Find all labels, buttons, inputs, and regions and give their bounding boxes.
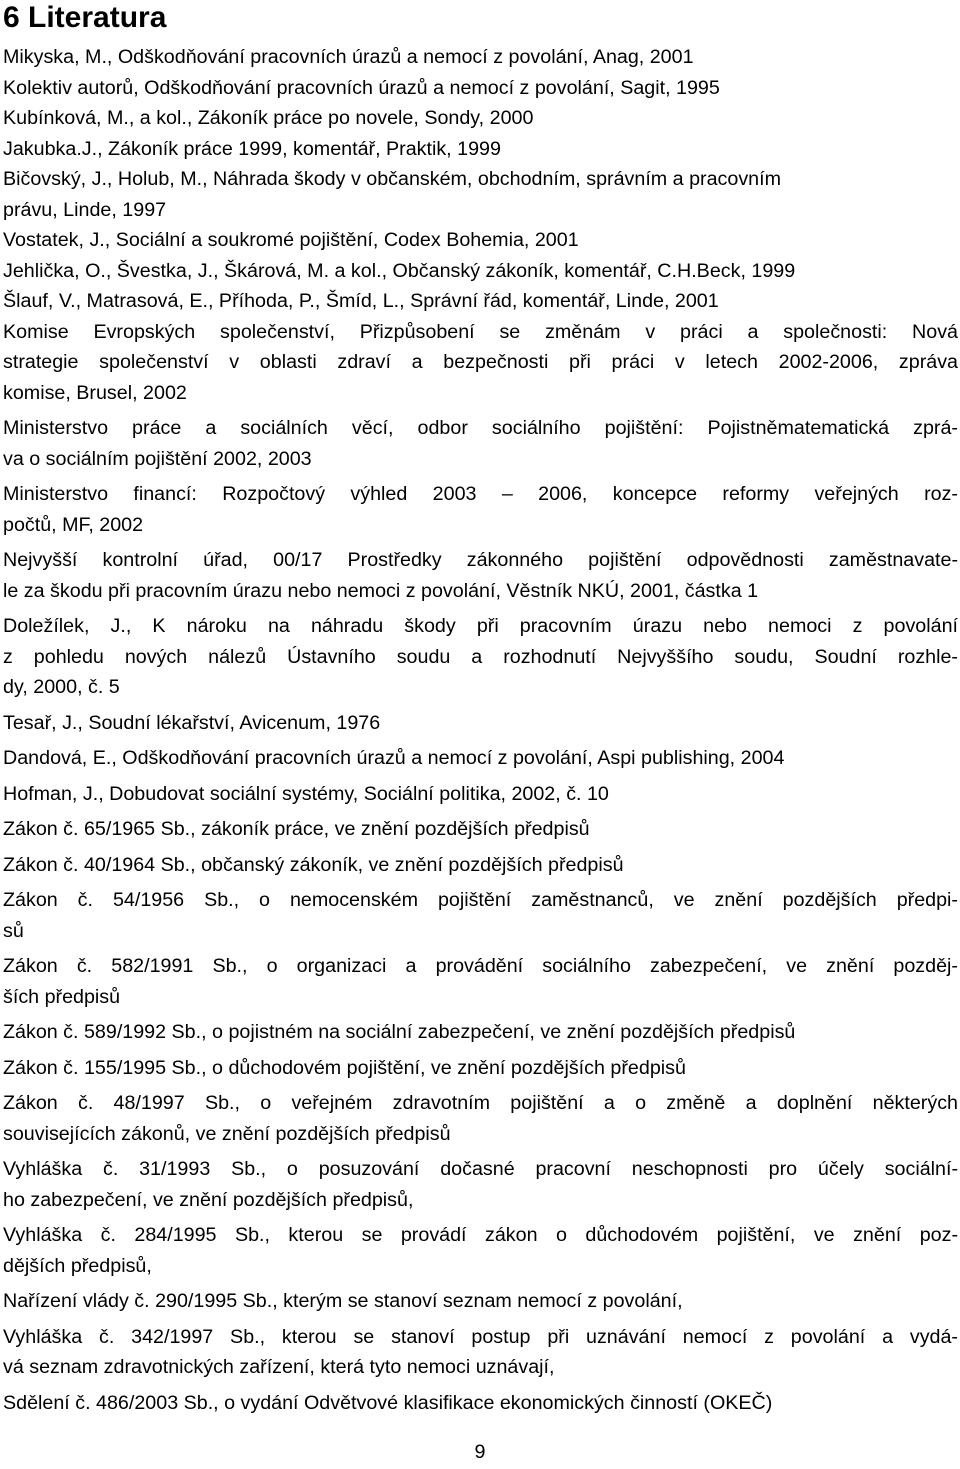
reference-line: Bičovský, J., Holub, M., Náhrada škody v občanském, obchodním, správním a pracovním <box>3 168 781 190</box>
reference-item <box>3 708 958 739</box>
reference-item <box>3 73 958 104</box>
reference-item <box>3 413 958 474</box>
reference-item <box>3 134 958 165</box>
reference-item <box>3 1322 958 1383</box>
reference-line: počtů, MF, 2002 <box>3 513 144 536</box>
reference-item <box>3 850 958 881</box>
reference-item <box>3 479 958 540</box>
reference-line: va o sociálním pojištění 2002, 2003 <box>3 447 312 470</box>
page-number: 9 <box>474 1441 486 1463</box>
reference-item <box>3 225 958 256</box>
section-heading: 6 Literatura <box>3 1 167 34</box>
reference-line: Ministerstvo práce a sociálních věcí, odbor sociálního pojištění: Pojistněmatematická zprá- <box>3 417 958 439</box>
reference-line: komise, Brusel, 2002 <box>3 381 187 404</box>
reference-line: Vyhláška č. 342/1997 Sb., kterou se stanoví postup při uznávání nemocí z povolání a vydá- <box>3 1325 958 1348</box>
reference-item <box>3 317 958 409</box>
reference-line: Kolektiv autorů, Odškodňování pracovních úrazů a nemocí z povolání, Sagit, 1995 <box>3 76 720 99</box>
reference-item <box>3 743 958 774</box>
reference-line: strategie společenství v oblasti zdraví a bezpečnosti při práci v letech 2002-2006, zpráva <box>3 351 958 373</box>
reference-line: Zákon č. 65/1965 Sb., zákoník práce, ve znění pozdějších předpisů <box>3 818 590 840</box>
reference-line: Dandová, E., Odškodňování pracovních úrazů a nemocí z povolání, Aspi publishing, 2004 <box>3 747 785 769</box>
reference-line: Zákon č. 40/1964 Sb., občanský zákoník, ve znění pozdějších předpisů <box>3 853 624 876</box>
reference-line: Kubínková, M., a kol., Zákoník práce po novele, Sondy, 2000 <box>3 107 534 129</box>
reference-line: le za škodu při pracovním úrazu nebo nemoci z povolání, Věstník NKÚ, 2001, částka 1 <box>3 579 759 602</box>
reference-line: Zákon č. 155/1995 Sb., o důchodovém pojištění, ve znění pozdějších předpisů <box>3 1056 686 1079</box>
reference-line: Mikyska, M., Odškodňování pracovních úrazů a nemocí z povolání, Anag, 2001 <box>3 46 694 68</box>
reference-item <box>3 256 958 287</box>
reference-line: Nařízení vlády č. 290/1995 Sb., kterým se stanoví seznam nemocí z povolání, <box>3 1290 683 1312</box>
reference-item <box>3 951 958 1012</box>
reference-item <box>3 1220 958 1281</box>
reference-item <box>3 1154 958 1215</box>
reference-line: souvisejících zákonů, ve znění pozdějších předpisů <box>3 1122 451 1145</box>
reference-line: Jehlička, O., Švestka, J., Škárová, M. a kol., Občanský zákoník, komentář, C.H.Beck, 1999 <box>3 259 796 282</box>
reference-line: dějších předpisů, <box>3 1254 152 1277</box>
reference-item <box>3 545 958 606</box>
reference-list <box>3 42 958 1418</box>
reference-item <box>3 885 958 946</box>
reference-line: Komise Evropských společenství, Přizpůsobení se změnám v práci a společnosti: Nová <box>3 320 958 343</box>
reference-item <box>3 1017 958 1048</box>
reference-line: Zákon č. 48/1997 Sb., o veřejném zdravotním pojištění a o změně a doplnění některých <box>3 1092 958 1114</box>
reference-line: z pohledu nových nálezů Ústavního soudu a rozhodnutí Nejvyššího soudu, Soudní rozhle- <box>3 645 958 668</box>
reference-line: vá seznam zdravotnických zařízení, která tyto nemoci uznávají, <box>3 1356 555 1378</box>
reference-line: Zákon č. 589/1992 Sb., o pojistném na sociální zabezpečení, ve znění pozdějších předpisů <box>3 1021 796 1043</box>
reference-line: Doležílek, J., K nároku na náhradu škody při pracovním úrazu nebo nemoci z povolání <box>3 615 958 637</box>
reference-line: dy, 2000, č. 5 <box>3 676 120 698</box>
reference-item <box>3 779 958 810</box>
reference-line: Vyhláška č. 284/1995 Sb., kterou se provádí zákon o důchodovém pojištění, ve znění poz- <box>3 1224 958 1246</box>
reference-line: Sdělení č. 486/2003 Sb., o vydání Odvětvové klasifikace ekonomických činností (OKEČ) <box>3 1391 773 1414</box>
reference-line: ho zabezpečení, ve znění pozdějších předpisů, <box>3 1188 414 1211</box>
reference-line: Zákon č. 54/1956 Sb., o nemocenském pojištění zaměstnanců, ve znění pozdějších předpi- <box>3 889 958 911</box>
reference-line: Hofman, J., Dobudovat sociální systémy, Sociální politika, 2002, č. 10 <box>3 782 609 805</box>
reference-line: Ministerstvo financí: Rozpočtový výhled 2003 – 2006, koncepce reformy veřejných roz- <box>3 483 958 505</box>
reference-item <box>3 1286 958 1317</box>
document-page <box>3 0 958 1423</box>
reference-item <box>3 103 958 134</box>
reference-item <box>3 1388 958 1419</box>
reference-line: ších předpisů <box>3 985 121 1008</box>
reference-item <box>3 42 958 73</box>
reference-item <box>3 814 958 845</box>
reference-line: Tesař, J., Soudní lékařství, Avicenum, 1976 <box>3 711 381 734</box>
reference-line: Jakubka.J., Zákoník práce 1999, komentář, Praktik, 1999 <box>3 137 501 160</box>
reference-item <box>3 286 958 317</box>
reference-line: Vyhláška č. 31/1993 Sb., o posuzování dočasné pracovní neschopnosti pro účely sociální- <box>3 1158 958 1180</box>
reference-line: Vostatek, J., Sociální a soukromé pojištění, Codex Bohemia, 2001 <box>3 229 579 251</box>
reference-item <box>3 1053 958 1084</box>
reference-item <box>3 164 958 225</box>
reference-line: Šlauf, V., Matrasová, E., Příhoda, P., Šmíd, L., Správní řád, komentář, Linde, 2001 <box>3 290 719 312</box>
reference-line: právu, Linde, 1997 <box>3 198 167 221</box>
reference-line: sů <box>3 919 24 942</box>
reference-item <box>3 611 958 703</box>
reference-line: Zákon č. 582/1991 Sb., o organizaci a provádění sociálního zabezpečení, ve znění pozděj- <box>3 955 958 977</box>
reference-item <box>3 1088 958 1149</box>
reference-line: Nejvyšší kontrolní úřad, 00/17 Prostředky zákonného pojištění odpovědnosti zaměstnavate- <box>3 549 958 571</box>
